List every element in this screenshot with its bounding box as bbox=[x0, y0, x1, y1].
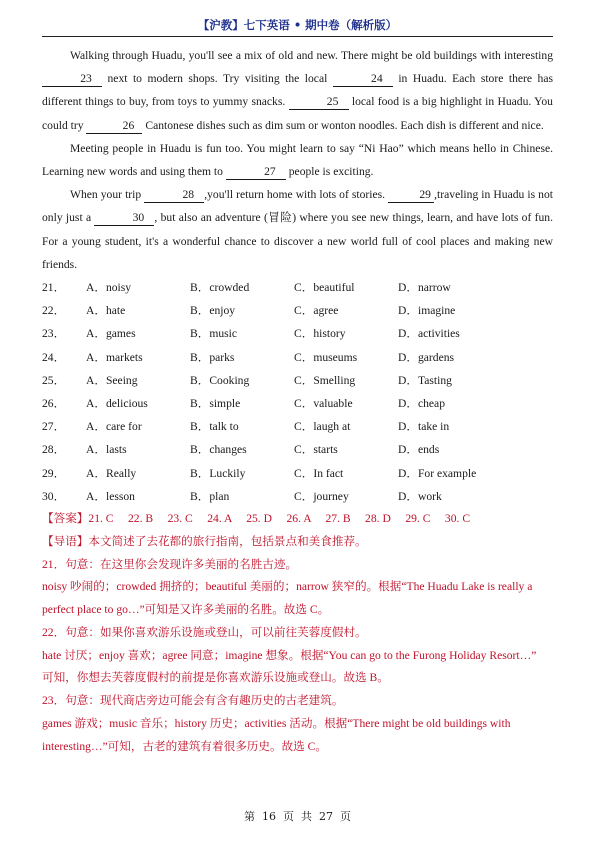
option-d: D．work bbox=[398, 489, 442, 503]
text: , but also an adventure (冒险) where you see new things, learn, and have lots of fun. For a young student, it's a wonderful chance to discover a new world full of cool places and making new friends. bbox=[42, 211, 553, 271]
option-c: C．In fact bbox=[294, 466, 344, 480]
option-b: B．enjoy bbox=[190, 304, 236, 318]
blank-29: 29 bbox=[388, 188, 434, 203]
question-number: 28． bbox=[42, 443, 66, 457]
guide-line bbox=[42, 531, 553, 554]
option-c: C．journey bbox=[294, 489, 349, 503]
option-a: A．markets bbox=[86, 350, 143, 364]
answer-text: 21. C 22. B 23. C 24. A 25. D 26. A 27. B 28. D 29. C 30. C bbox=[88, 511, 471, 525]
option-c: C．starts bbox=[294, 443, 338, 457]
header-title: 【沪教】七下英语 • 期中卷（解析版） bbox=[197, 18, 398, 32]
page-footer bbox=[0, 808, 595, 824]
question-number: 29． bbox=[42, 466, 66, 480]
question-number: 22． bbox=[42, 304, 66, 318]
explanation-line: hate 讨厌；enjoy 喜欢；agree 同意；imagine 想象。根据“You can go to the Furong Holiday Resort…” bbox=[42, 648, 537, 662]
option-b: B．changes bbox=[190, 443, 247, 457]
passage-paragraph-2 bbox=[42, 137, 553, 183]
guide-label: 【导语】 bbox=[42, 534, 89, 548]
option-a: A．Really bbox=[86, 466, 137, 480]
passage-paragraph-1 bbox=[42, 44, 553, 137]
text: people is exciting. bbox=[285, 165, 374, 179]
option-d: D．narrow bbox=[398, 281, 451, 295]
option-a: A．Seeing bbox=[86, 373, 138, 387]
option-row bbox=[42, 276, 553, 299]
blank-25: 25 bbox=[289, 95, 349, 110]
option-b: B．crowded bbox=[190, 281, 250, 295]
option-b: B．talk to bbox=[190, 420, 239, 434]
option-b: B．plan bbox=[190, 489, 230, 503]
question-number: 24． bbox=[42, 350, 66, 364]
text: ,you'll return home with lots of stories. bbox=[204, 188, 389, 202]
explanation-line: 21．句意：在这里你会发现许多美丽的名胜古迹。 bbox=[42, 557, 298, 571]
option-a: A．lesson bbox=[86, 489, 135, 503]
option-d: D．ends bbox=[398, 443, 440, 457]
explanation-line: 23．句意：现代商店旁边可能会有含有趣历史的古老建筑。 bbox=[42, 694, 344, 708]
option-row bbox=[42, 392, 553, 415]
text: local food is a big highlight in Huadu. You could try bbox=[42, 95, 553, 132]
option-b: B．Cooking bbox=[190, 373, 250, 387]
option-row bbox=[42, 485, 553, 508]
option-d: D．gardens bbox=[398, 350, 455, 364]
option-row bbox=[42, 322, 553, 345]
blank-24: 24 bbox=[333, 72, 393, 87]
question-number: 23． bbox=[42, 327, 66, 341]
option-c: C．agree bbox=[294, 304, 339, 318]
explanation-line: 22．句意：如果你喜欢游乐设施或登山，可以前往芙蓉度假村。 bbox=[42, 625, 367, 639]
explanation-line: noisy 吵闹的；crowded 拥挤的；beautiful 美丽的；narrow 狭窄的。根据“The Huadu Lake is really a bbox=[42, 580, 533, 594]
option-a: A．noisy bbox=[86, 281, 132, 295]
option-c: C．valuable bbox=[294, 396, 353, 410]
blank-28: 28 bbox=[144, 188, 204, 203]
guide-text: 本文简述了去花都的旅行指南，包括景点和美食推荐。 bbox=[88, 534, 367, 548]
option-c: C．laugh at bbox=[294, 420, 351, 434]
blank-30: 30 bbox=[94, 211, 154, 226]
option-b: B．parks bbox=[190, 350, 235, 364]
option-b: B．Luckily bbox=[190, 466, 246, 480]
option-a: A．care for bbox=[86, 420, 142, 434]
option-d: D．take in bbox=[398, 420, 450, 434]
option-b: B．simple bbox=[190, 396, 241, 410]
option-d: D．For example bbox=[398, 466, 477, 480]
text: When your trip bbox=[70, 188, 145, 202]
option-d: D．activities bbox=[398, 327, 460, 341]
text: next to modern shops. Try visiting the local bbox=[102, 72, 333, 86]
option-row bbox=[42, 346, 553, 369]
explanation-line: games 游戏；music 音乐；history 历史；activities 活动。根据“There might be old buildings with bbox=[42, 717, 511, 731]
option-row bbox=[42, 299, 553, 322]
option-d: D．cheap bbox=[398, 396, 445, 410]
blank-27: 27 bbox=[226, 165, 286, 180]
explanation-line: interesting…”可知，古老的建筑有着很多历史。故选 C。 bbox=[42, 739, 327, 753]
page-content bbox=[42, 44, 553, 759]
option-row bbox=[42, 462, 553, 485]
text: ,traveling in Huadu is not only just a bbox=[42, 188, 553, 225]
option-row bbox=[42, 415, 553, 438]
text: in Huadu. Each store there has different things to buy, from toys to yummy snacks. bbox=[42, 72, 553, 109]
option-a: A．games bbox=[86, 327, 136, 341]
explanation-line: 可知，你想去芙蓉度假村的前提是你喜欢游乐设施或登山。故选 B。 bbox=[42, 671, 389, 685]
option-row bbox=[42, 438, 553, 461]
passage-paragraph-3 bbox=[42, 183, 553, 276]
text: Walking through Huadu, you'll see a mix of old and new. There might be old buildings with interesting bbox=[70, 49, 553, 62]
option-a: A．delicious bbox=[86, 396, 148, 410]
option-d: D．imagine bbox=[398, 304, 456, 318]
option-row bbox=[42, 369, 553, 392]
option-a: A．lasts bbox=[86, 443, 127, 457]
options-list bbox=[42, 276, 553, 508]
option-a: A．hate bbox=[86, 304, 126, 318]
text: Meeting people in Huadu is fun too. You might learn to say “Ni Hao” which means hello in Chinese. Learning new words and using them to bbox=[42, 141, 553, 179]
page-number: 第 16 页 共 27 页 bbox=[244, 810, 351, 823]
text: Cantonese dishes such as dim sum or wonton noodles. Each dish is different and nice. bbox=[142, 118, 544, 132]
option-b: B．music bbox=[190, 327, 238, 341]
answer-line bbox=[42, 508, 553, 531]
option-c: C．beautiful bbox=[294, 281, 355, 295]
question-number: 25． bbox=[42, 373, 66, 387]
question-number: 30． bbox=[42, 489, 66, 503]
question-number: 26． bbox=[42, 396, 66, 410]
blank-23: 23 bbox=[42, 72, 102, 87]
question-number: 27． bbox=[42, 420, 66, 434]
option-c: C．history bbox=[294, 327, 346, 341]
blank-26: 26 bbox=[86, 119, 142, 134]
option-c: C．Smelling bbox=[294, 373, 356, 387]
question-number: 21． bbox=[42, 281, 66, 295]
option-d: D．Tasting bbox=[398, 373, 452, 387]
explanation-line: perfect place to go…”可知是又许多美丽的名胜。故选 C。 bbox=[42, 603, 330, 617]
answer-label: 【答案】 bbox=[42, 511, 89, 525]
option-c: C．museums bbox=[294, 350, 358, 364]
page-header bbox=[42, 14, 553, 37]
